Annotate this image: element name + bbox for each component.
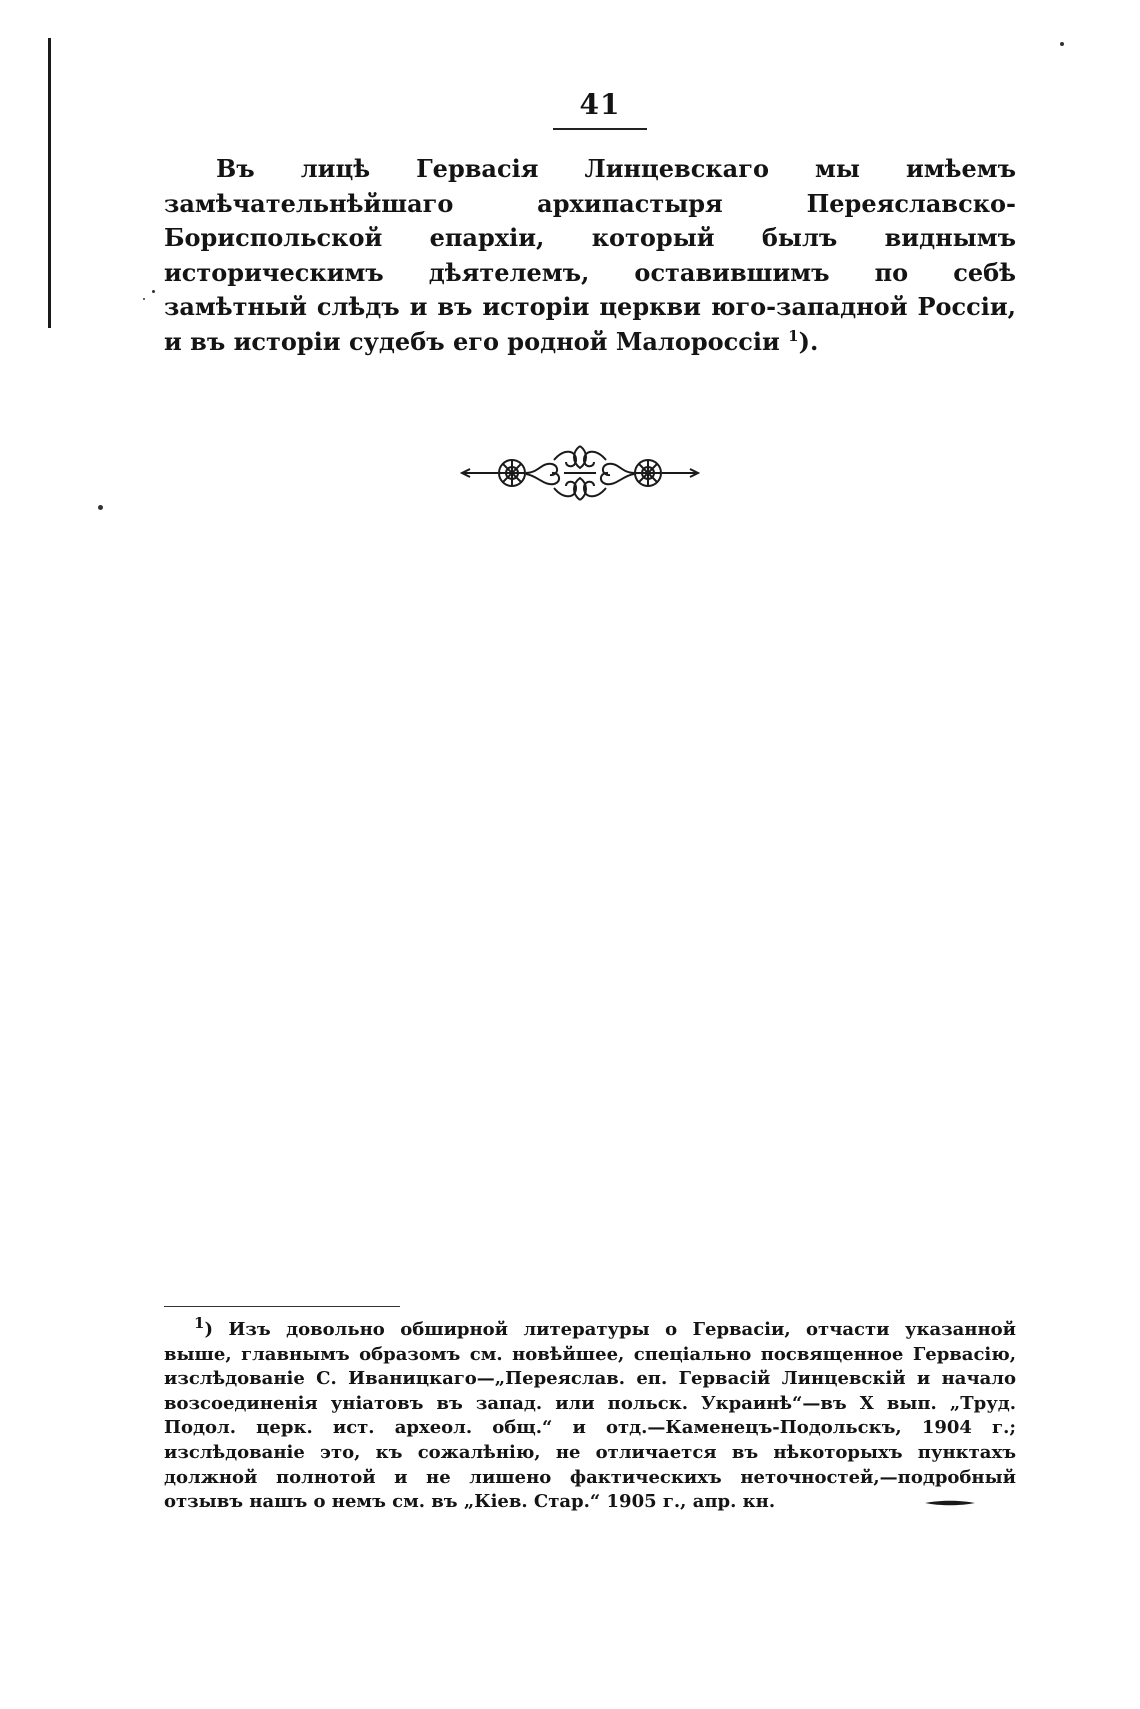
footnote [164,1314,1016,1515]
footnote-separator [164,1306,400,1307]
page-binding-edge [48,38,51,328]
footnote-reference: 1 [788,326,799,345]
scan-speck [152,290,155,293]
scan-speck [1060,42,1064,46]
floral-rosette-ornament-icon [460,438,700,508]
footnote-marker: 1 [194,1314,205,1332]
scan-speck [98,505,103,510]
main-paragraph-text: Въ лицѣ Гервасія Линцевскаго мы имѣемъ замѣчательнѣйшаго архипастыря Переяславско-Бориспольской епархіи, который былъ виднымъ историческимъ дѣятелемъ, оставившимъ по себѣ замѣтный слѣдъ и въ исторіи церкви юго-западной Россіи, и въ исторіи судебъ его родной Малороссіи [164,154,1016,356]
main-paragraph-end: ). [798,326,819,356]
scan-speck [143,298,145,300]
footnote-text: Изъ довольно обширной литературы о Гервасіи, отчасти указанной выше, главнымъ образомъ см. новѣйшее, спеціально посвященное Гервасію, изслѣдованіе С. Иваницкаго—„Переяслав. еп. Гервасій Линцевскій и начало возсоединенія уніатовъ въ запад. или польск. Украинѣ“—въ X вып. „Труд. Подол. церк. ист. археол. общ.“ и отд.—Каменецъ-Подольскъ, 1904 г.; изслѣдованіе это, къ сожалѣнію, не отличается въ нѣкоторыхъ пунктахъ должной полнотой и не лишено фактическихъ неточностей,—подробный отзывъ нашъ о немъ см. въ „Кіев. Стар.“ 1905 г., апр. кн. [164,1319,1016,1513]
page-number-underline [553,128,647,130]
main-paragraph [164,152,1016,359]
end-flourish-icon [925,1500,975,1506]
footnote-marker-close: ) [204,1319,213,1340]
page-number: 41 [579,88,621,121]
